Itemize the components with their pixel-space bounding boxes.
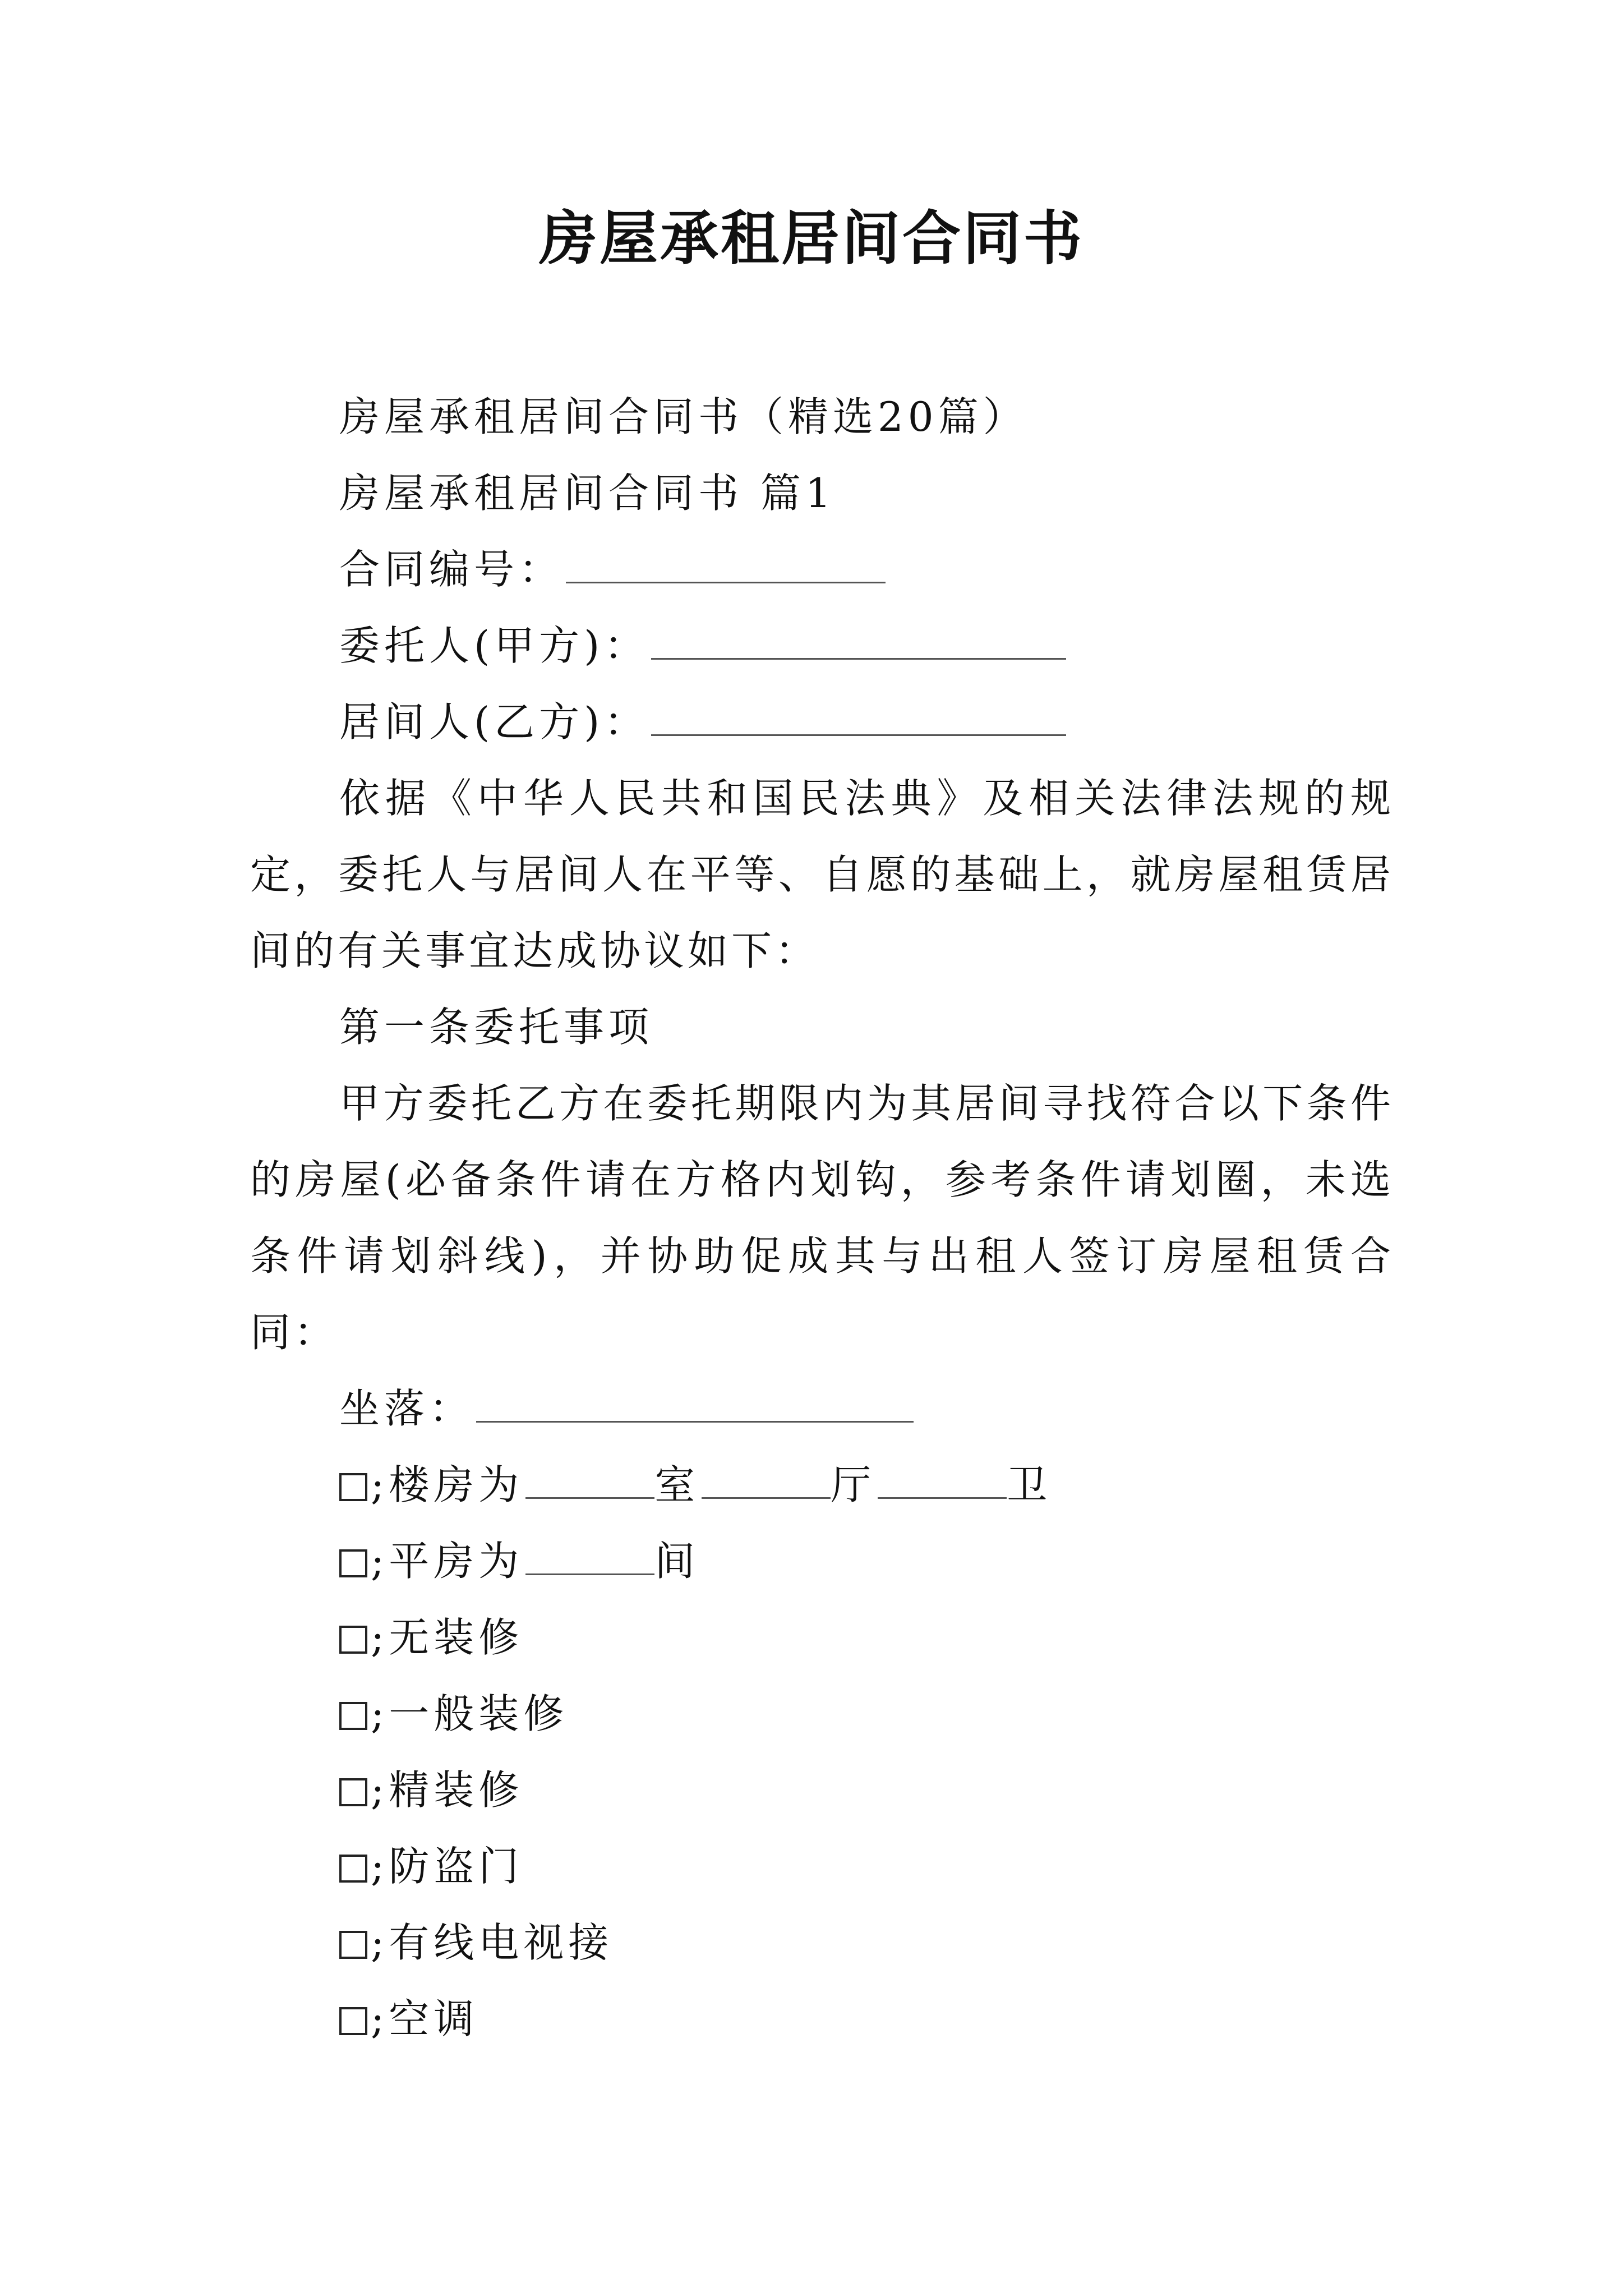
party-a-line (339, 618, 1066, 674)
no-decoration-label: ;无装修 (371, 1614, 524, 1661)
checkbox-fine-decoration[interactable] (339, 1778, 367, 1806)
room-count-blank[interactable] (525, 1458, 654, 1499)
bath-count-blank[interactable] (878, 1458, 1007, 1499)
intro-paragraph: 依据《中华人民共和国民法典》及相关法律法规的规定，委托人与居间人在平等、自愿的基础上，就房屋租赁居间的有关事宜达成协议如下： (250, 775, 1394, 974)
bungalow-count-blank[interactable] (525, 1534, 654, 1575)
party-b-label: 居间人(乙方)： (339, 698, 649, 746)
checkbox-air-conditioner[interactable] (339, 2007, 367, 2035)
location-label: 坐落： (339, 1385, 474, 1432)
option-security-door (339, 1838, 523, 1894)
hall-label: 厅 (831, 1461, 876, 1508)
basic-decoration-label: ;一般装修 (371, 1690, 569, 1737)
contract-number-label: 合同编号： (339, 546, 564, 593)
cable-tv-label: ;有线电视接 (371, 1919, 614, 1966)
fine-decoration-label: ;精装修 (371, 1766, 524, 1814)
party-a-label: 委托人(甲方)： (339, 622, 649, 669)
checkbox-no-decoration[interactable] (339, 1626, 367, 1654)
location-blank[interactable] (476, 1382, 914, 1423)
checkbox-basic-decoration[interactable] (339, 1702, 367, 1730)
checkbox-cable-tv[interactable] (339, 1931, 367, 1959)
article-1-paragraph: 甲方委托乙方在委托期限内为其居间寻找符合以下条件的房屋(必备条件请在方格内划钩，参考条件请划圈，未选条件请划斜线)，并协助促成其与出租人签订房屋租赁合同： (250, 1080, 1394, 1356)
air-conditioner-label: ;空调 (371, 1995, 479, 2042)
room-label: 室 (654, 1461, 700, 1508)
document-title: 房屋承租居间合同书 (538, 204, 1084, 273)
option-air-conditioner (339, 1991, 478, 2047)
bungalow-label: ;平房为 (371, 1538, 524, 1585)
subtitle: 房屋承租居间合同书（精选20篇） (339, 393, 1028, 440)
option-basic-decoration (339, 1686, 568, 1742)
article-1-heading: 第一条委托事项 (339, 1004, 654, 1051)
bungalow-unit-label: 间 (654, 1538, 700, 1585)
option-no-decoration (339, 1609, 523, 1665)
option-cable-tv (339, 1915, 613, 1971)
party-a-blank[interactable] (651, 619, 1066, 660)
option-building (339, 1457, 1052, 1513)
checkbox-building[interactable] (339, 1473, 367, 1501)
option-bungalow (339, 1533, 699, 1589)
hall-count-blank[interactable] (702, 1458, 831, 1499)
party-b-line (339, 694, 1066, 750)
contract-number-blank[interactable] (566, 542, 886, 583)
building-label: ;楼房为 (371, 1461, 524, 1508)
bath-label: 卫 (1007, 1461, 1052, 1508)
checkbox-bungalow[interactable] (339, 1549, 367, 1577)
location-line (339, 1381, 914, 1437)
party-b-blank[interactable] (651, 695, 1066, 736)
option-fine-decoration (339, 1762, 523, 1818)
section-heading: 房屋承租居间合同书 篇1 (339, 470, 836, 517)
security-door-label: ;防盗门 (371, 1843, 524, 1890)
checkbox-security-door[interactable] (339, 1855, 367, 1883)
contract-number-line (339, 541, 886, 597)
